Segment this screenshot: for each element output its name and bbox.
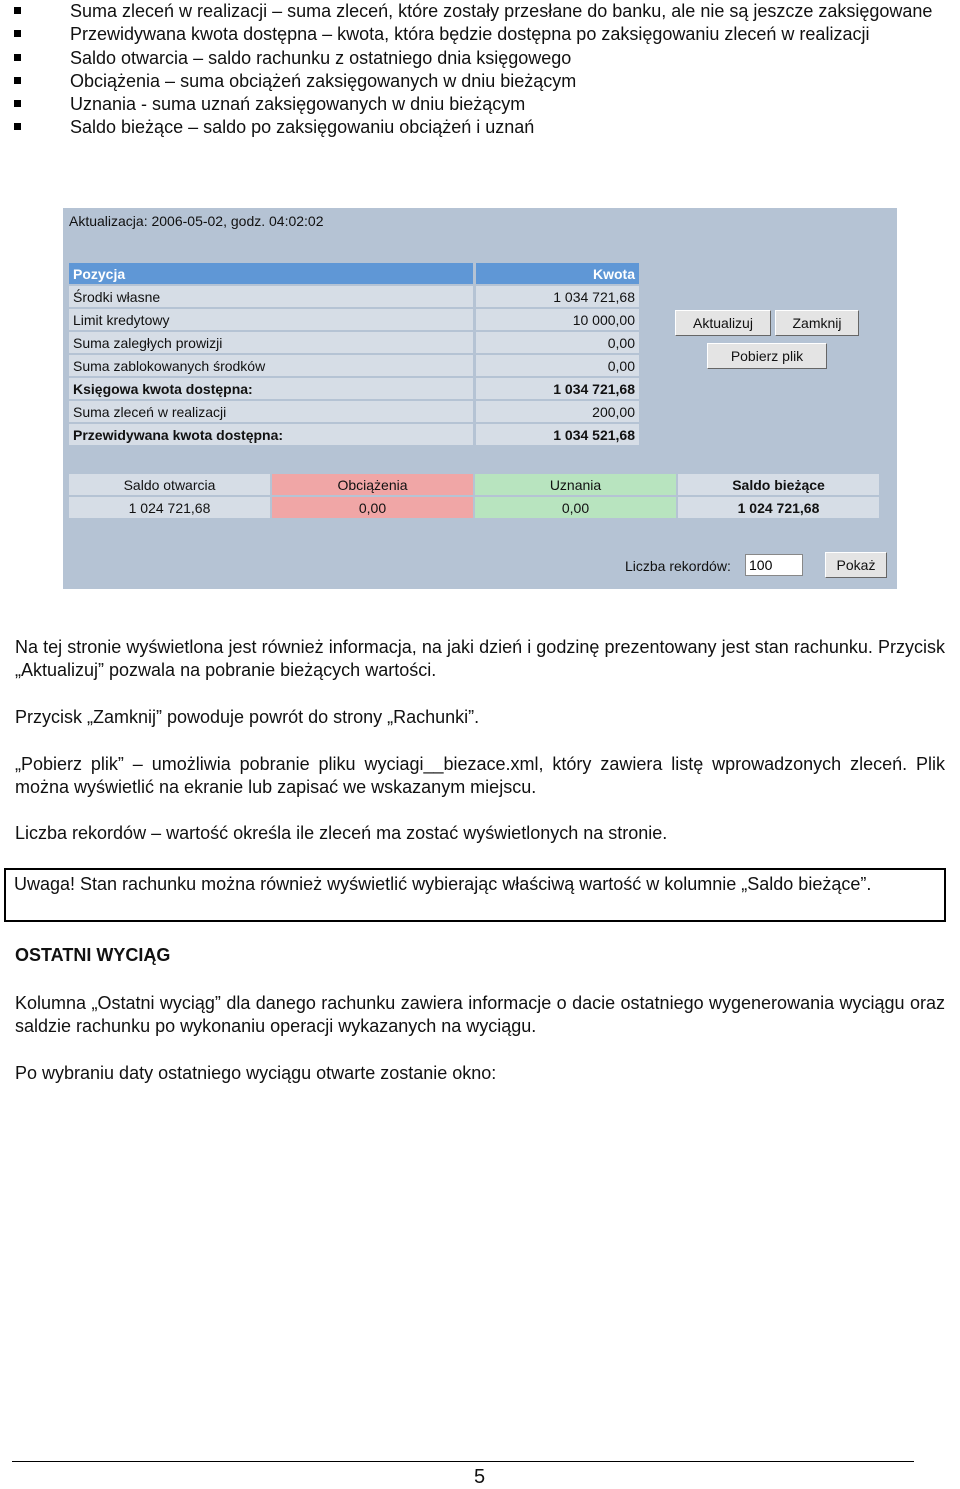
table-row: Suma zleceń w realizacji 200,00 — [69, 401, 639, 422]
bullet-item: Saldo bieżące – saldo po zaksięgowaniu obciążeń i uznań — [14, 116, 944, 139]
summary-value-row: 1 024 721,68 0,00 0,00 1 024 721,68 — [69, 497, 879, 518]
update-timestamp: Aktualizacja: 2006-05-02, godz. 04:02:02 — [69, 213, 324, 229]
paragraph-info: Na tej stronie wyświetlona jest również informacja, na jaki dzień i godzinę prezentowany jest stan rachunku. Przycisk „Aktualizuj” pozwala na pobranie bieżących wartości. — [15, 637, 945, 681]
paragraph-records: Liczba rekordów – wartość określa ile zleceń ma zostać wyświetlonych na stronie. — [15, 823, 668, 843]
table-row: Suma zablokowanych środków 0,00 — [69, 355, 639, 376]
table-row: Przewidywana kwota dostępna: 1 034 521,68 — [69, 424, 639, 445]
table-row: Limit kredytowy 10 000,00 — [69, 309, 639, 330]
records-count-input[interactable] — [745, 554, 803, 576]
header-amount: Kwota — [473, 263, 639, 284]
square-bullet-icon — [14, 77, 21, 84]
summary-header-row: Saldo otwarcia Obciążenia Uznania Saldo bieżące — [69, 474, 879, 495]
square-bullet-icon — [14, 100, 21, 107]
paragraph-download: „Pobierz plik” – umożliwia pobranie pliku wyciagi__biezace.xml, który zawiera listę wprowadzonych zleceń. Plik można wyświetlić na ekranie lub zapisać we wskazanym miejscu. — [15, 754, 945, 798]
footer-divider — [12, 1461, 914, 1462]
balance-summary-table — [67, 472, 881, 520]
square-bullet-icon — [14, 123, 21, 130]
close-button[interactable]: Zamknij — [775, 310, 859, 336]
records-label: Liczba rekordów: — [625, 558, 731, 574]
bullet-item: Obciążenia – suma obciążeń zaksięgowanych w dniu bieżącym — [14, 70, 944, 93]
current-balance-value[interactable]: 1 024 721,68 — [678, 497, 879, 518]
bullet-item: Saldo otwarcia – saldo rachunku z ostatniego dnia księgowego — [14, 47, 944, 70]
paragraph-close: Przycisk „Zamknij” powoduje powrót do strony „Rachunki”. — [15, 707, 480, 727]
note-box: Uwaga! Stan rachunku można również wyświetlić wybierając właściwą wartość w kolumnie „Saldo bieżące”. — [4, 868, 946, 922]
download-file-button[interactable]: Pobierz plik — [707, 343, 827, 369]
table-row: Księgowa kwota dostępna: 1 034 721,68 — [69, 378, 639, 399]
table-row: Suma zaległych prowizji 0,00 — [69, 332, 639, 353]
header-position: Pozycja — [69, 263, 473, 284]
definition-list — [14, 0, 944, 140]
show-button[interactable]: Pokaż — [825, 552, 887, 578]
current-balance-header[interactable]: Saldo bieżące — [678, 474, 879, 495]
bullet-item: Uznania - suma uznań zaksięgowanych w dniu bieżącym — [14, 93, 944, 116]
square-bullet-icon — [14, 7, 21, 14]
square-bullet-icon — [14, 54, 21, 61]
position-table — [69, 261, 639, 447]
page-number: 5 — [474, 1466, 486, 1488]
table-header-row — [69, 263, 639, 284]
bullet-item: Suma zleceń w realizacji – suma zleceń, które zostały przesłane do banku, ale nie są jeszcze zaksięgowane — [14, 0, 944, 23]
table-row: Środki własne 1 034 721,68 — [69, 286, 639, 307]
section-heading: OSTATNI WYCIĄG — [15, 945, 171, 965]
paragraph-last-statement: Kolumna „Ostatni wyciąg” dla danego rachunku zawiera informacje o dacie ostatniego wygenerowania wyciągu oraz saldzie rachunku po wykonaniu operacji wykazanych na wyciągu. — [15, 993, 945, 1037]
bullet-item: Przewidywana kwota dostępna – kwota, która będzie dostępna po zaksięgowaniu zleceń w realizacji — [14, 23, 944, 46]
account-balance-screenshot — [63, 208, 897, 589]
paragraph-window: Po wybraniu daty ostatniego wyciągu otwarte zostanie okno: — [15, 1063, 497, 1083]
square-bullet-icon — [14, 30, 21, 37]
refresh-button[interactable]: Aktualizuj — [675, 310, 771, 336]
